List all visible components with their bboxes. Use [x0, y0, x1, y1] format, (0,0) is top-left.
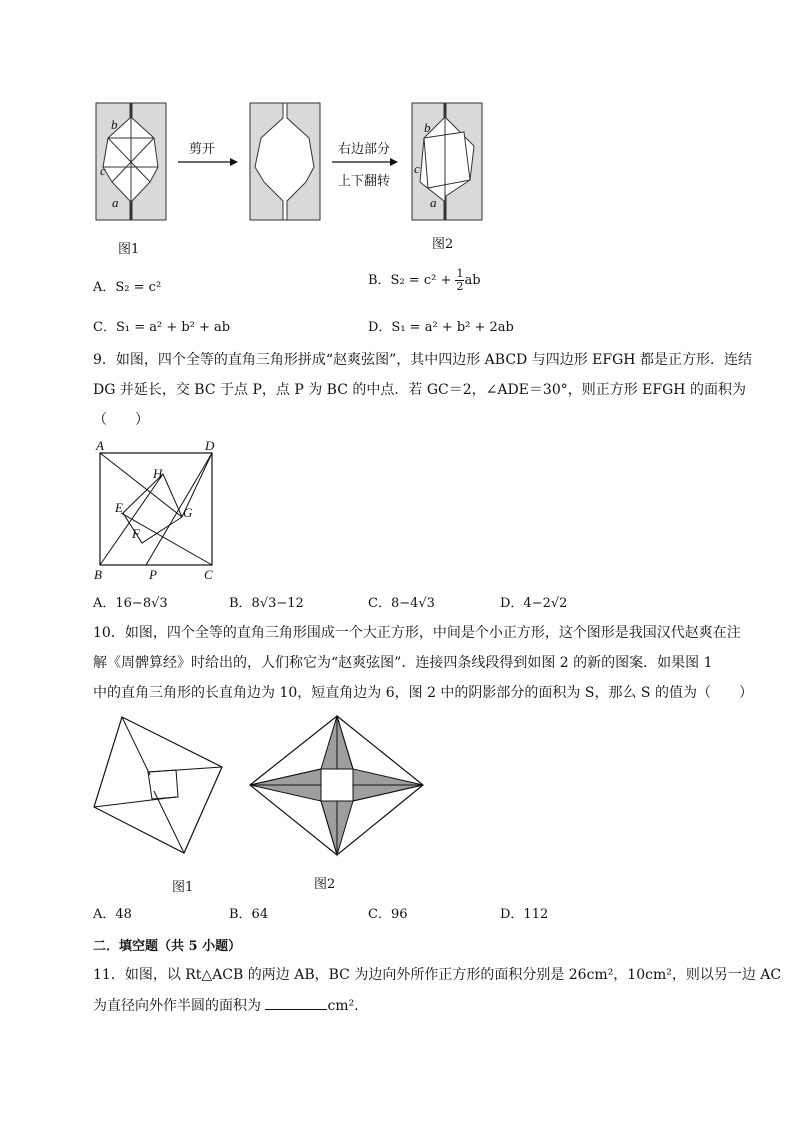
q10-fig1-caption: 图1 [172, 880, 194, 895]
q10-fig1 [92, 715, 232, 855]
q11-stem-line1: 11．如图，以 Rt△ACB 的两边 AB，BC 为边向外所作正方形的面积分别是 26cm²，10cm²，则以另一边 AC [93, 967, 782, 983]
q9-point-e: E [115, 500, 123, 515]
q11-stem-suffix: cm². [327, 998, 359, 1014]
q10-fig2-caption: 图2 [314, 877, 336, 892]
q8-option-b-suffix: ab [464, 273, 481, 288]
q8-arrow1-label: 剪开 [189, 142, 216, 157]
q8-fig2-panel [412, 103, 482, 220]
q9-stem-line2: DG 并延长，交 BC 于点 P，点 P 为 BC 的中点．若 GC＝2，∠ADE＝30°，则正方形 EFGH 的面积为 [93, 382, 746, 398]
q10-option-c[interactable]: C．96 [368, 907, 408, 922]
q8-option-c[interactable]: C．S₁ = a² + b² + ab [93, 320, 231, 335]
q9-option-d[interactable]: D．4−2√2 [500, 596, 568, 611]
q9-point-b: B [94, 567, 102, 582]
q10-fig2 [246, 713, 426, 861]
q8-label-b: b [111, 117, 118, 132]
q9-option-c[interactable]: C．8−4√3 [368, 596, 435, 611]
q9-option-b[interactable]: B．8√3−12 [229, 596, 304, 611]
q11-stem-prefix: 为直径向外作半圆的面积为 [93, 998, 261, 1014]
q8-fig2-label-b: b [424, 120, 431, 135]
q9-point-h: H [153, 466, 163, 481]
q8-arrow2-label-bottom: 上下翻转 [338, 174, 391, 189]
q8-fig2-label-a: a [430, 195, 437, 210]
q8-option-a[interactable]: A．S₂ = c² [93, 280, 162, 295]
q8-option-b[interactable] [368, 268, 481, 293]
q8-fig1-caption: 图1 [118, 242, 140, 257]
q10-option-a[interactable]: A．48 [93, 907, 132, 922]
q9-figure [90, 440, 230, 585]
q8-fig1-panel [96, 103, 166, 220]
q8-fig2-label-c: c [414, 161, 420, 176]
q9-point-d: D [205, 438, 215, 453]
q8-fig2-caption: 图2 [432, 237, 454, 252]
q9-point-c: C [204, 567, 213, 582]
q8-fig-middle [250, 103, 320, 220]
q9-stem-line1: 9．如图，四个全等的直角三角形拼成“赵爽弦图”，其中四边形 ABCD 与四边形 EFGH 都是正方形．连结 [93, 352, 752, 368]
q8-label-c: c [100, 163, 106, 178]
q10-option-b[interactable]: B．64 [229, 907, 269, 922]
q9-point-g: G [183, 505, 193, 520]
q10-option-d[interactable]: D．112 [500, 907, 549, 922]
q8-option-b-denominator: 2 [456, 280, 464, 293]
q8-arrow2-head [390, 158, 398, 166]
q9-point-a: A [96, 438, 104, 453]
q9-point-f: F [132, 526, 140, 541]
q10-stem-line2: 解《周髀算经》时给出的，人们称它为“赵爽弦图”．连接四条线段得到如图 2 的新的图案．如果图 1 [93, 655, 713, 671]
q11-answer-blank[interactable] [265, 997, 327, 1010]
q8-arrow2-label-top: 右边部分 [338, 142, 391, 157]
q9-option-a[interactable]: A．16−8√3 [93, 596, 168, 611]
q11-stem-line2 [93, 996, 359, 1016]
q8-option-d[interactable]: D．S₁ = a² + b² + 2ab [368, 320, 514, 335]
q9-stem-line3: （ ） [93, 412, 149, 428]
q8-option-b-numerator: 1 [456, 267, 464, 280]
section2-title: 二．填空题（共 5 小题） [93, 939, 242, 954]
q9-point-p: P [149, 567, 157, 582]
q10-stem-line3: 中的直角三角形的长直角边为 10，短直角边为 6，图 2 中的阴影部分的面积为 S，那么 S 的值为（ ） [93, 685, 753, 701]
q8-arrow1-head [230, 158, 238, 166]
q8-option-b-prefix: B．S₂ = c² + [368, 273, 456, 288]
q10-stem-line1: 10．如图，四个全等的直角三角形围成一个大正方形，中间是个小正方形，这个图形是我国汉代赵爽在注 [93, 625, 741, 641]
q8-label-a: a [112, 195, 119, 210]
